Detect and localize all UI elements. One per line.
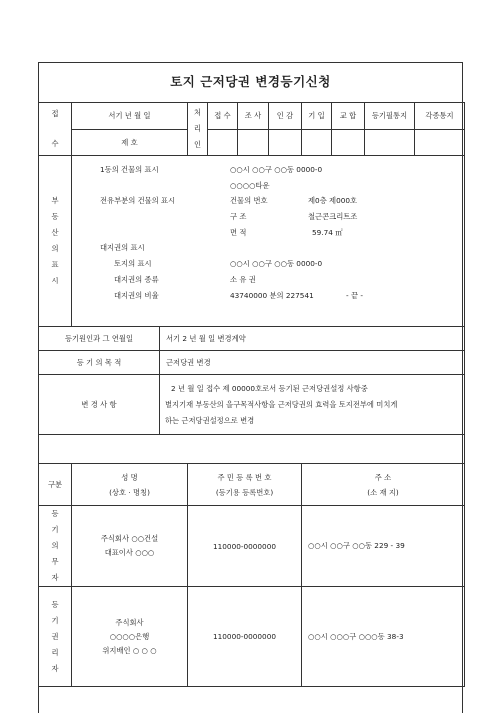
stamp-col-check: 교 합 <box>332 103 365 130</box>
stamp-col-entry: 기 입 <box>302 103 332 130</box>
change-label: 변 경 사 항 <box>39 375 160 435</box>
party-name-obligor: 주식회사 ○○건설 대표이사 ○○○ <box>72 506 188 587</box>
reception-label: 접 수 <box>39 103 72 156</box>
party-id-obligee: 110000-0000000 <box>188 587 302 687</box>
application-form <box>38 62 463 713</box>
stamp-box-completion-notice <box>365 130 415 156</box>
processor-label: 처 리 인 <box>188 103 208 156</box>
property-line: 구 조 철근콘크리트조 <box>230 212 358 222</box>
property-side-label: 부 동 산 의 표 시 <box>39 156 72 327</box>
parties-kind-header: 구분 <box>39 464 72 506</box>
form-table <box>38 102 465 687</box>
stamp-box-entry <box>302 130 332 156</box>
stamp-col-receipt: 접 수 <box>208 103 238 130</box>
stamp-box-receipt <box>208 130 238 156</box>
change-line: 별지기재 부동산의 을구목적사항을 근저당권의 효력을 토지전부에 미치게 <box>165 399 398 409</box>
stamp-box-seal <box>269 130 302 156</box>
property-line: ○○○○타운 <box>230 180 270 190</box>
change-line: 하는 근저당권설정으로 변경 <box>165 415 255 425</box>
property-line: 토지의 표시 ○○시 ○○구 ○○동 0000-0 <box>114 259 323 269</box>
property-description <box>72 156 465 327</box>
change-details <box>160 375 465 435</box>
party-id-obligor: 110000-0000000 <box>188 506 302 587</box>
stamp-col-review: 조 사 <box>238 103 269 130</box>
stamp-box-check <box>332 130 365 156</box>
cause-value: 서기 2 년 월 일 변경계약 <box>160 327 465 351</box>
property-line: 대지권의 비율 43740000 분의 227541 - 끝 - <box>114 290 363 300</box>
blank-row <box>39 435 465 464</box>
party-address-obligee: ○○시 ○○○구 ○○○동 38-3 <box>302 587 465 687</box>
party-address-obligor: ○○시 ○○구 ○○동 229 - 39 <box>302 506 465 587</box>
party-row-obligee <box>39 587 465 687</box>
party-kind-obligor: 등 기 의 무 자 <box>39 506 72 587</box>
property-line: 면 적 59.74 ㎡ <box>230 227 343 237</box>
stamp-box-other-notice <box>415 130 465 156</box>
party-kind-obligee: 등 기 권 리 자 <box>39 587 72 687</box>
parties-id-header: 주 민 등 록 번 호 (등기용 등록번호) <box>188 464 302 506</box>
party-name-obligee: 주식회사 ○○○○은행 위지배인 ○ ○ ○ <box>72 587 188 687</box>
stamp-col-completion-notice: 등기필통지 <box>365 103 415 130</box>
form-title: 토지 근저당권 변경등기신청 <box>170 74 331 89</box>
parties-name-header: 성 명 (상호 · 명칭) <box>72 464 188 506</box>
property-line: 1동의 건물의 표시 ○○시 ○○구 ○○동 0000-0 <box>100 165 323 174</box>
party-row-obligor <box>39 506 465 587</box>
stamp-col-seal: 인 감 <box>269 103 302 130</box>
purpose-label: 등 기 의 목 적 <box>39 351 160 375</box>
property-line: 대지권의 표시 <box>100 243 145 253</box>
purpose-value: 근저당권 변경 <box>160 351 465 375</box>
property-line: 대지권의 종류 소 유 권 <box>114 274 256 284</box>
reception-number: 제 호 <box>72 130 188 156</box>
change-line: 2 년 월 일 접수 제 00000호로서 등기된 근저당권설정 사항중 <box>171 383 368 393</box>
property-line: 전유부분의 건물의 표시 건물의 번호 제0층 제000호 <box>100 196 358 206</box>
reception-date: 서기 년 월 일 <box>72 103 188 130</box>
cause-label: 등기원인과 그 연월일 <box>39 327 160 351</box>
stamp-col-other-notice: 각종통지 <box>415 103 465 130</box>
parties-address-header: 주 소 (소 재 지) <box>302 464 465 506</box>
stamp-box-review <box>238 130 269 156</box>
